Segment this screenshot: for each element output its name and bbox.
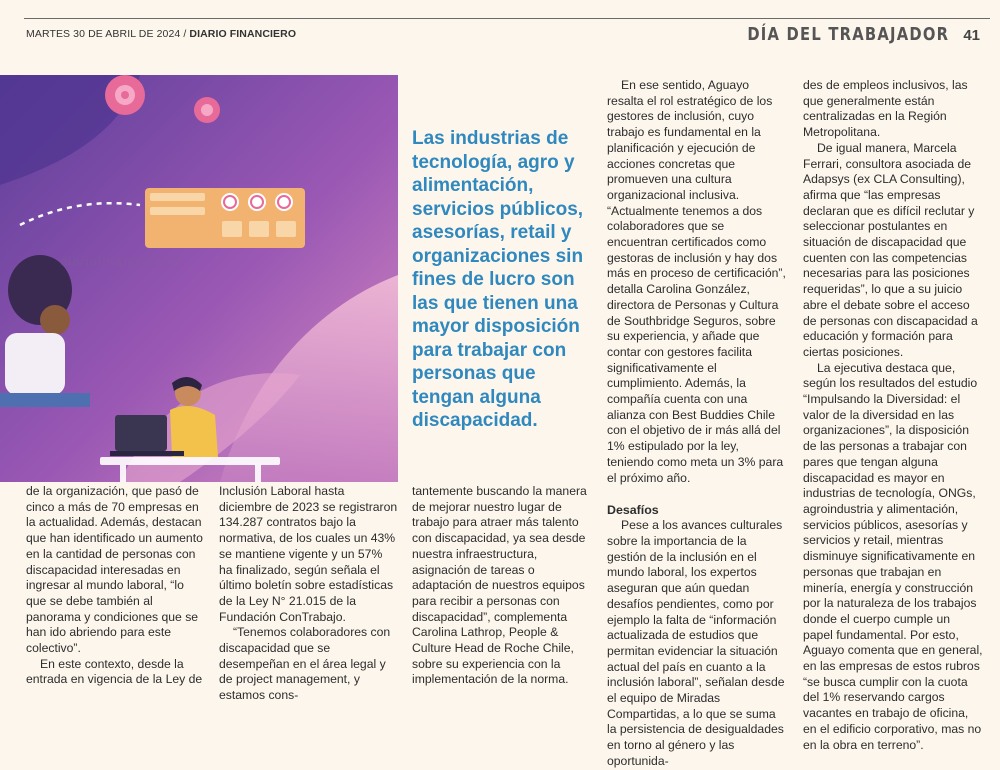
header-rule xyxy=(24,18,990,19)
paragraph: En este contexto, desde la entrada en vigencia de la Ley de xyxy=(26,656,203,687)
paragraph: En ese sentido, Aguayo resalta el rol estratégico de los gestores de inclusión, cuyo trabajo es fundamental en la planificación y ejecución de acciones concretas que promueven una cultura organizacional inclusiva. “Actualmente tenemos a dos colaboradores que se encuentran certificados como gestoras de inclusión y hay dos más en proceso de certificación”, detalla Carolina González, directora de Personas y Cultura de Southbridge Seguros, sobre su experiencia, y añade que contar con gestores facilita significativamente el cumplimiento. Además, la compañía cuenta con una alianza con Best Buddies Chile con el objetivo de ir más allá del 1% estipulado por la ley, teniendo como meta un 3% para el próximo año. xyxy=(607,78,786,485)
publication-name: DIARIO FINANCIERO xyxy=(189,28,297,40)
article-column-right-1 xyxy=(607,78,787,770)
paragraph: tantemente buscando la manera de mejorar nuestro lugar de trabajo para atraer más talento con discapacidad, ya sea desde nuestra infraestructura, asignación de tareas o adaptación de nuestros equipos para recibir a personas con discapacidad”, complementa Carolina Lathrop, People & Culture Head de Roche Chile, sobre su experiencia con la implementación de la norma. xyxy=(412,484,587,687)
page-number: 41 xyxy=(963,27,980,44)
article-column-lower-2 xyxy=(219,484,399,704)
paragraph: De igual manera, Marcela Ferrari, consultora asociada de Adapsys (ex CLA Consulting), afirma que “las empresas declaran que es difícil reclutar y seleccionar postulantes en situación de discapacidad que cuenten con las competencias necesarias para las posiciones requeridas”, lo que a su juicio abre el debate sobre el acceso de personas con discapacidad a educación y formación para ciertas posiciones. xyxy=(803,140,978,359)
paragraph: des de empleos inclusivos, las que generalmente están centralizadas en la Región Metropolitana. xyxy=(803,78,968,140)
article-illustration xyxy=(0,75,398,482)
paragraph: de la organización, que pasó de cinco a más de 70 empresas en la actualidad. Además, destacan que han identificado un aumento en la cantidad de personas con discapacidad interesadas en ingresar al mundo laboral, “lo que se debe también al panorama y condiciones que se han ido abriendo para este colectivo”. xyxy=(26,484,203,656)
article-column-lower-3 xyxy=(412,484,592,688)
gear-icon xyxy=(105,75,145,115)
watermark: diariofinanciero.cl xyxy=(60,254,181,269)
subheading-desafios: Desafíos xyxy=(607,503,659,518)
dashboard-panel xyxy=(145,188,305,248)
issue-date: MARTES 30 DE ABRIL DE 2024 xyxy=(26,28,181,40)
paragraph: La ejecutiva destaca que, según los resultados del estudio “Impulsando la Diversidad: el valor de la diversidad en las organizaciones”, la disposición de las personas a trabajar con pares que tengan alguna discapacidad es mayor en industrias de tecnología, ONGs, agroindustria y alimentación, servicios públicos, asesorías y servicios y retail, mientras disminuye significativamente en personas que trabajan en minería, energía y construcción por la naturaleza de los trabajos donde el cuerpo cumple un papel fundamental. Por esto, Aguayo comenta que en general, en las empresas de estos rubros “se busca cumplir con la cuota del 1% reservando cargos vacantes en trabajo de oficina, en el edificio corporativo, mas no en la obra en terreno”. xyxy=(803,360,983,752)
paragraph: “Tenemos colaboradores con discapacidad que se desempeñan en el área legal y de project management, y estamos cons- xyxy=(219,625,391,703)
header-dateline: MARTES 30 DE ABRIL DE 2024 / DIARIO FINANCIERO xyxy=(26,28,297,40)
paragraph: Pese a los avances culturales sobre la importancia de la gestión de la inclusión en el mundo laboral, los expertos aseguran que aún quedan desafíos pendientes, como por ejemplo la falta de “información actualizada de estudios que permitan evidenciar la situación actual del país en cuanto a la inclusión laboral”, señalan desde el equipo de Miradas Compartidas, a lo que se suma la persistencia de desigualdades en torno al género y las oportunida- xyxy=(607,518,785,768)
gear-icon-small xyxy=(194,97,220,123)
article-column-right-2 xyxy=(803,78,983,753)
header-section xyxy=(703,24,980,45)
article-column-lower-1 xyxy=(26,484,206,688)
pull-quote: Las industrias de tecnología, agro y alimentación, servicios públicos, asesorías, retail y organizaciones sin fines de lucro son las que tienen una mayor disposición para trabajar con personas que tengan alguna discapacidad. xyxy=(412,128,584,431)
section-title: DÍA DEL TRABAJADOR xyxy=(747,24,950,45)
paragraph: Inclusión Laboral hasta diciembre de 2023 se registraron 134.287 contratos bajo la normativa, de los cuales un 43% se mantiene vigente y un 57% ha finalizado, según señala el último boletín sobre estadísticas de la Ley N° 21.015 de la Fundación ConTrabajo. xyxy=(219,484,398,624)
